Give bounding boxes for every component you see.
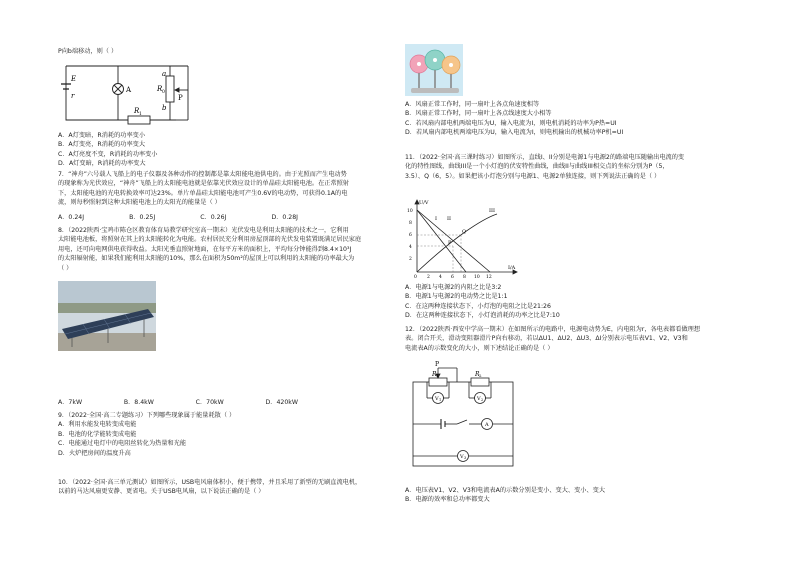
- q8-option-d: D．420kW: [265, 399, 298, 406]
- q7-option-b: B．0.25J: [129, 214, 156, 221]
- label-A: A: [126, 86, 132, 94]
- q7-line-3: 下，太阳能电池的光电转换效率可达23%。单片单晶硅太阳能电池可产生0.6V的电动势，可获得0.1A的电: [58, 189, 348, 197]
- q8-options: [58, 398, 298, 407]
- y-tick-6: 6: [409, 233, 412, 238]
- q10-option-c: C．若风扇内部电机两端电压为U，输入电流为I，则电机消耗的功率为P热=UI: [405, 119, 617, 127]
- q6-option-a: A．A灯变暗，R消耗的功率变小: [58, 132, 146, 139]
- q7-option-a: A．0.24J: [58, 214, 85, 221]
- q10-line-2: 以前的马达风扇更安静、更省电。关于USB电风扇，以下说法正确的是（ ）: [58, 488, 265, 496]
- label-P: P: [178, 94, 183, 102]
- x-tick-0: 0: [414, 275, 417, 280]
- q9-option-a: A．利用水能发电转变成电能: [58, 421, 137, 429]
- y-tick-8: 8: [409, 221, 412, 226]
- label-b: b: [162, 104, 167, 112]
- meter-V3-sub: 3: [464, 456, 467, 460]
- q6-option-b: B．A灯变亮，R消耗的功率变大: [58, 141, 146, 149]
- point-label-Q: Q: [462, 229, 467, 235]
- x-tick-10: 10: [474, 275, 480, 280]
- meter-V3: V: [460, 454, 464, 460]
- x-tick-2: 2: [427, 275, 430, 280]
- label-R2-sub: 2: [479, 373, 482, 378]
- x-tick-8: 8: [463, 275, 466, 280]
- meter-A: A: [485, 422, 489, 428]
- q11-option-c: C．在这两种连接状态下，小灯泡的电阻之比是21:26: [405, 302, 551, 310]
- q11-line-1: 11．（2022·全国·高三课时练习）如图所示，直线I、II分别是电源1与电源2的路端电压随输出电流的变: [405, 154, 685, 161]
- q11-line-3: 3.5）、Q（6，5）。如果把该小灯泡分别与电源1、电源2单独连接，则下列说法正确的是（ ）: [405, 172, 661, 180]
- point-label-P: P: [448, 240, 452, 246]
- graph-y-label: U/V: [419, 200, 429, 206]
- label-R0: R: [157, 85, 163, 93]
- q8-option-c: C．70kW: [195, 399, 224, 406]
- graph-x-label: I/A: [508, 265, 516, 271]
- meter-V2-sub: 2: [481, 398, 484, 402]
- q8-option-b: B．8.4kW: [123, 399, 154, 406]
- x-tick-4: 4: [439, 275, 442, 280]
- meter-V2: V: [477, 396, 481, 402]
- label-R2: R: [475, 371, 480, 378]
- y-tick-4: 4: [409, 245, 412, 250]
- label-r: r: [71, 92, 75, 100]
- label-a: a: [162, 70, 167, 78]
- q6-option-c: C．A灯亮度不变，R消耗的功率变小: [58, 150, 158, 158]
- q9-option-d: D．火炉把房间的温度升高: [58, 449, 131, 457]
- meter-V1: V: [435, 396, 439, 402]
- q6-circuit-diagram: [58, 58, 198, 128]
- label-R1-sub: 1: [139, 112, 142, 117]
- q11-option-b: B．电源1与电源2的电动势之比是1:1: [405, 293, 508, 301]
- line-label-II: II: [447, 216, 451, 222]
- q9-question: 9．（2022·全国·高二专题练习）下列哪些现象属于能量耗散（ ）: [58, 412, 236, 419]
- q7-line-4: 流，则每秒照射到这种太阳能电池上的太阳光的能量是（ ）: [58, 199, 221, 207]
- usb-fan-photo: [405, 44, 463, 96]
- solar-panel-photo: [58, 281, 156, 351]
- q10-option-b: B．风扇正常工作时，同一扇叶上各点线速度大小相等: [405, 110, 552, 118]
- q10-line-1: 10．（2022·全国·高三单元测试）如图所示，USB电风扇体积小，便于携带，并且采用了新型的无刷直流电机，: [58, 479, 362, 486]
- curve-label-III: III: [489, 208, 495, 214]
- q12-option-a: A．电压表V1、V2、V3和电流表A的示数分别是变小、变大、变小、变大: [405, 487, 606, 494]
- q10-option-a: A．风扇正常工作时，同一扇叶上各点角速度相等: [405, 101, 540, 108]
- q8-line-2: 太阳能电池板，将照射在其上的太阳能转化为电能。农村居民充分利用房屋顶部的光伏发电装置既满足居民家庭: [58, 236, 362, 244]
- slider-label-P: P: [435, 361, 440, 368]
- y-tick-2: 2: [409, 257, 412, 262]
- label-R1: R: [134, 107, 140, 115]
- q12-line-1: 12．（2022陕西·西安中学高一期末）在如图所示的电路中，电源电动势为E，内电阻为r，各电表都看做理想: [405, 326, 701, 333]
- q7-line-1: 7．“神舟”六号载人飞船上的电子仪器及各种动作的控制都是靠太阳能电池供电的。由于光照而产生电动势: [58, 171, 347, 178]
- label-R0-sub: 0: [162, 90, 165, 95]
- q8-line-1: 8．（2022陕西·宝鸡市陈仓区教育体育局教学研究室高一期末）光伏发电是利用太阳能的技术之一，它利用: [58, 227, 349, 234]
- q11-graph: [405, 196, 525, 280]
- q7-line-2: 的现象称为光伏效应，“神舟”飞船上的太阳能电池就是依靠光伏效应设计的单晶硅太阳能电池。在正常照射: [58, 180, 350, 188]
- q12-option-b: B．电源的效率和总功率都变大: [405, 496, 490, 504]
- label-R1-sub: 1: [436, 373, 439, 378]
- q7-options: [58, 213, 298, 222]
- q6-tail: P向b端移动，则（ ）: [58, 48, 118, 55]
- line-label-I: I: [435, 216, 437, 222]
- q9-option-c: C．电能通过电灯中的电阻丝转化为热量和光能: [58, 440, 187, 448]
- y-tick-10: 10: [407, 209, 413, 214]
- q11-line-2: 化的特性图线，曲线III是一个小灯泡的伏安特性曲线，曲线II与曲线III相交点的坐标分别为P（5，: [405, 163, 669, 171]
- x-tick-6: 6: [451, 275, 454, 280]
- label-E: E: [71, 75, 77, 83]
- q7-option-d: D．0.28J: [271, 214, 298, 221]
- q10-option-d: D．若风扇内部电机两端电压为U，输入电流为I，则电机输出的机械功率P机=UI: [405, 129, 624, 137]
- q6-option-d: D．A灯变暗，R消耗的功率变大: [58, 160, 146, 168]
- q8-option-a: A．7kW: [58, 399, 83, 406]
- q8-line-5: （ ）: [58, 264, 73, 272]
- q11-option-d: D．在这两种连接状态下，小灯泡消耗的功率之比是7:10: [405, 312, 560, 320]
- label-R1: R: [432, 371, 437, 378]
- q8-line-4: 的太阳辐射能，如果我们能利用太阳能的10%，那么在面积为50m²的屋顶上可以利用的太阳能的功率最大为: [58, 255, 355, 263]
- q9-option-b: B．电池的化学能转变成电能: [58, 430, 137, 438]
- q7-option-c: C．0.26J: [200, 214, 227, 221]
- q8-line-3: 用电，还可向电网供电获得收益。太阳光垂直照射地面，在每平方米的面积上，平均每分钟能得到8.4×10³J: [58, 245, 352, 253]
- q12-line-2: 表。闭合开关，滑动变阻器滑片P向右移动，若以ΔU1、ΔU2、ΔU3、ΔI分别表示电压表V1、V2、V3和: [405, 335, 688, 343]
- meter-V1-sub: 1: [439, 398, 442, 402]
- q12-line-3: 电流表A的示数变化的大小，则下述结论正确的是（ ）: [405, 344, 554, 352]
- q11-option-a: A．电源1与电源2的内阻之比是3:2: [405, 284, 502, 291]
- x-tick-12: 12: [486, 275, 492, 280]
- q12-circuit-diagram: [405, 360, 525, 472]
